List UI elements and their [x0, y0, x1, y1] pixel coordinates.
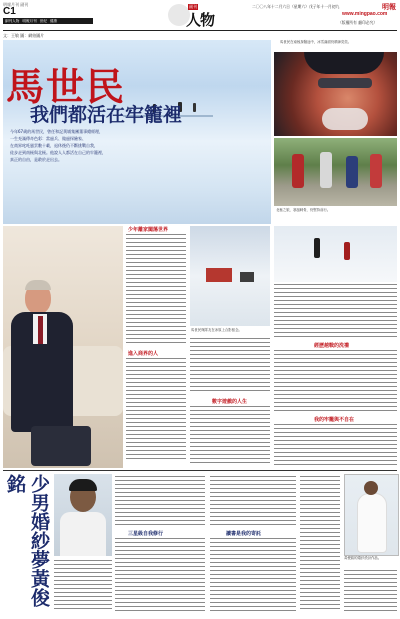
- skier-figure: [344, 242, 350, 260]
- runners-photo: [274, 138, 397, 206]
- runner-figure: [346, 156, 358, 188]
- headline-subtitle: 我們都活在牢籠裡: [30, 104, 183, 126]
- byline: 文：王敏 圖：網絡圖片: [3, 33, 45, 38]
- top-small-text: 明報月刊 副刊: [3, 2, 29, 7]
- masthead-rule: [3, 30, 397, 31]
- website-url[interactable]: www.mingpao.com: [342, 11, 388, 17]
- bottom-vertical-title: [3, 474, 53, 617]
- runner-figure: [320, 152, 332, 188]
- bottom-heading-mid: 讀書是我的寄託: [226, 531, 262, 537]
- bottom-col2-text: [210, 476, 296, 528]
- skier-figure: [314, 238, 320, 258]
- copyright-note: （版權所有 翻印必究）: [338, 20, 378, 25]
- skiers-photo: [274, 226, 397, 282]
- intro-line: 徒步走到南極與北極。他說人人都活在自己的牢籠裡，: [10, 150, 106, 155]
- legs-shape: [31, 426, 91, 466]
- col2-heading: 數字遊戲的人生: [212, 399, 248, 405]
- intro-line: 在商界叱吒風雲數十載，退休後仍不斷挑戰自我，: [10, 143, 98, 148]
- col3c-body-text: [274, 424, 397, 468]
- col2-body-text: [190, 338, 270, 396]
- bottom-caption: 黃俊銘的婚紗設計作品。: [344, 556, 382, 560]
- hat-shape: [304, 52, 384, 74]
- tent-shape: [240, 272, 254, 282]
- logo-big: 人物: [186, 11, 215, 29]
- col3-heading: 經歷越戰的洗禮: [314, 343, 350, 349]
- hut-shape: [206, 268, 232, 282]
- bottom-col0-text: [54, 560, 112, 614]
- bottom-col1b-text: [115, 538, 205, 614]
- nav-item[interactable]: 副刊人物: [5, 18, 20, 23]
- young-man-photo: [54, 474, 112, 556]
- col3-body-text: [274, 284, 397, 340]
- col1b-heading: 進入商界的人: [128, 351, 159, 357]
- polar-camp-photo: [190, 226, 270, 326]
- col3b-heading: 我的牢籠與不自在: [314, 417, 355, 423]
- headline-name: 馬世民: [6, 64, 127, 109]
- intro-line: 一生充滿傳奇色彩：當過兵、做過探險家、: [10, 136, 86, 141]
- caption-mid: 馬世民與隊友在冰原上合影留念。: [191, 328, 242, 332]
- section-nav: [3, 18, 93, 24]
- column-logo: [168, 2, 224, 28]
- intro-line: 真正的自由，是敢於走出去。: [10, 157, 62, 162]
- section-code: C1: [3, 6, 16, 17]
- masthead: [0, 0, 400, 30]
- explorer-figure: [193, 103, 196, 112]
- col3b-body-text: [274, 350, 397, 414]
- beard-frost: [322, 108, 368, 130]
- goggles-shape: [318, 78, 372, 88]
- col1-body-text: [126, 234, 186, 346]
- model-head: [364, 481, 378, 495]
- wedding-dress-photo: [344, 474, 399, 556]
- dress-shape: [357, 493, 387, 553]
- boy-hair: [69, 479, 97, 491]
- bottom-col1-text: [115, 476, 205, 528]
- issue-date: 二〇〇八年十二月六日（星期六）戊子年十一月初九: [252, 4, 340, 9]
- boy-shirt: [60, 512, 106, 556]
- portrait-photo-face: [274, 52, 397, 136]
- businessman-portrait-photo: [3, 226, 123, 468]
- logo-small: 副刊: [189, 4, 197, 9]
- bottom-col2b-text: [210, 538, 296, 614]
- caption-top: 馬世民在南極探險途中，冰雪滿面仍精神奕奕。: [280, 40, 352, 44]
- bottom-title-text: 少男婚紗夢黃俊銘: [4, 474, 50, 607]
- runner-figure: [370, 154, 382, 188]
- bottom-col4-text: [344, 570, 397, 614]
- intro-text: [10, 128, 182, 163]
- col1-heading: 少年離家闖蕩世界: [128, 227, 169, 233]
- bottom-col3-text: [300, 476, 340, 614]
- section-divider: [3, 470, 397, 471]
- intro-line: 今年67歲的馬世民，曾任和記黃埔集團董事總經理，: [10, 129, 104, 134]
- brand-logo: 明報: [382, 3, 396, 11]
- caption-right: 北極之旅，寒風刺骨，仍堅持前行。: [276, 208, 331, 212]
- runner-figure: [292, 154, 304, 188]
- bottom-heading-left: 三星級自我修行: [128, 531, 164, 537]
- col2b-body-text: [190, 406, 270, 466]
- nav-item[interactable]: 明報月刊: [22, 18, 37, 23]
- hair-shape: [25, 280, 51, 290]
- nav-item[interactable]: 健康: [49, 18, 58, 23]
- col1b-body-text: [126, 358, 186, 464]
- tie-shape: [38, 316, 43, 344]
- nav-item[interactable]: 世紀: [39, 18, 47, 23]
